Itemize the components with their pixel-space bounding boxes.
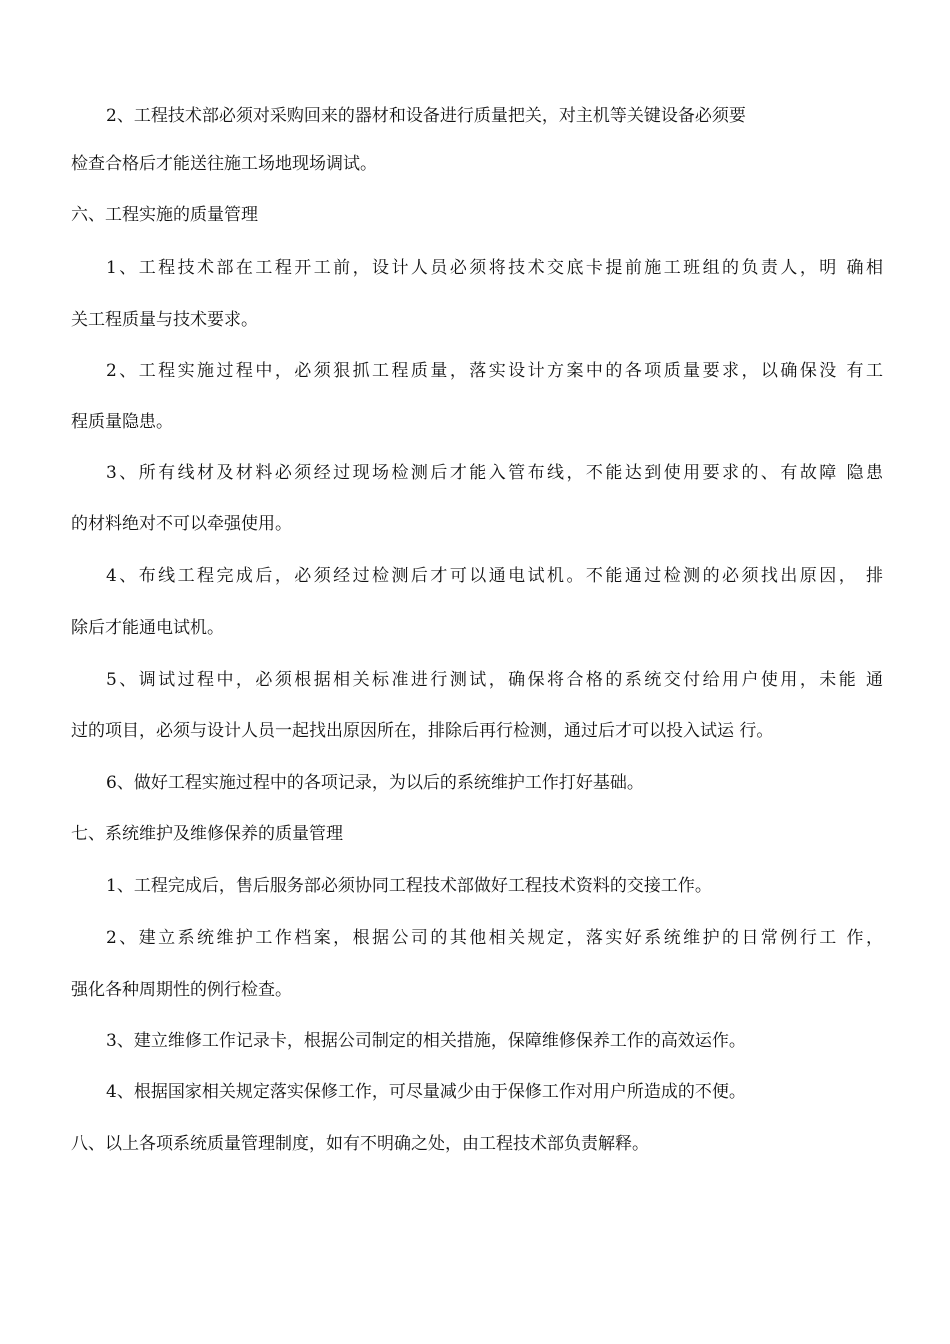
paragraph-line: 4、根据国家相关规定落实保修工作，可尽量减少由于保修工作对用户所造成的不便。 xyxy=(106,1082,746,1102)
paragraph-line: 2、工程实施过程中，必须狠抓工程质量，落实设计方案中的各项质量要求，以确保没 有工 xyxy=(106,361,883,381)
paragraph-line: 4、布线工程完成后，必须经过检测后才可以通电试机。不能通过检测的必须找出原因， 排 xyxy=(106,566,883,586)
paragraph-line: 除后才能通电试机。 xyxy=(71,618,224,638)
section-heading: 七、系统维护及维修保养的质量管理 xyxy=(71,824,343,844)
section-heading: 八、以上各项系统质量管理制度，如有不明确之处，由工程技术部负责解释。 xyxy=(71,1134,649,1154)
paragraph-line: 3、建立维修工作记录卡，根据公司制定的相关措施，保障维修保养工作的高效运作。 xyxy=(106,1031,746,1051)
paragraph-line: 强化各种周期性的例行检查。 xyxy=(71,980,292,1000)
paragraph-line: 过的项目，必须与设计人员一起找出原因所在，排除后再行检测，通过后才可以投入试运 行。 xyxy=(71,721,774,741)
paragraph-line: 2、建立系统维护工作档案，根据公司的其他相关规定，落实好系统维护的日常例行工 作， xyxy=(106,928,883,948)
paragraph-line: 检查合格后才能送往施工场地现场调试。 xyxy=(71,154,377,174)
paragraph-line: 1、工程完成后，售后服务部必须协同工程技术部做好工程技术资料的交接工作。 xyxy=(106,876,712,896)
paragraph-line: 6、做好工程实施过程中的各项记录，为以后的系统维护工作打好基础。 xyxy=(106,773,644,793)
section-heading: 六、工程实施的质量管理 xyxy=(71,205,258,225)
paragraph-line: 3、所有线材及材料必须经过现场检测后才能入管布线，不能达到使用要求的、有故障 隐患 xyxy=(106,463,883,483)
paragraph-line: 的材料绝对不可以牵强使用。 xyxy=(71,514,292,534)
paragraph-line: 关工程质量与技术要求。 xyxy=(71,310,258,330)
paragraph-line: 2、工程技术部必须对采购回来的器材和设备进行质量把关，对主机等关键设备必须要 xyxy=(106,106,746,126)
paragraph-line: 5、调试过程中，必须根据相关标准进行测试，确保将合格的系统交付给用户使用，未能 通 xyxy=(106,670,883,690)
paragraph-line: 程质量隐患。 xyxy=(71,412,173,432)
paragraph-line: 1、工程技术部在工程开工前，设计人员必须将技术交底卡提前施工班组的负责人，明 确相 xyxy=(106,258,883,278)
